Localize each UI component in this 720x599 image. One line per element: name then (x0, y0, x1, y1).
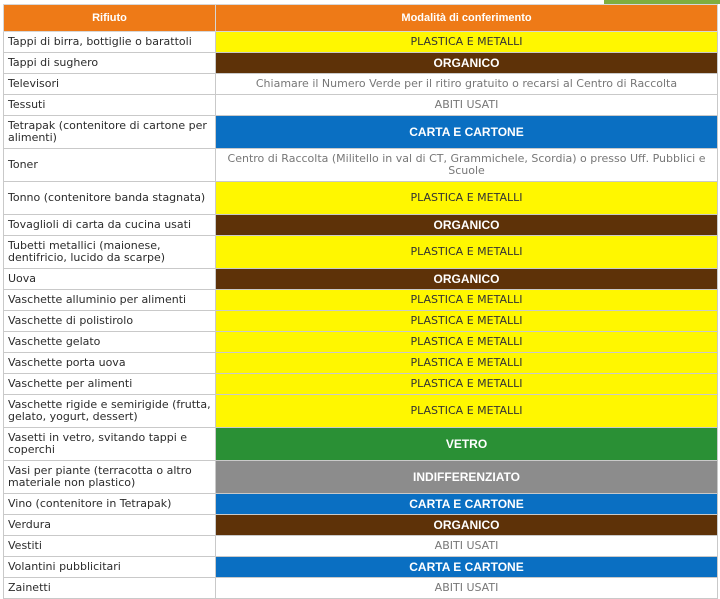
table-row (4, 578, 718, 599)
waste-item-cell: Tonno (contenitore banda stagnata) (4, 182, 216, 215)
table-row (4, 215, 718, 236)
disposal-method-cell: Chiamare il Numero Verde per il ritiro gratuito o recarsi al Centro di Raccolta (216, 74, 718, 95)
table-row (4, 53, 718, 74)
table-row (4, 236, 718, 269)
waste-item-cell: Tappi di birra, bottiglie o barattoli (4, 32, 216, 53)
table-row (4, 182, 718, 215)
table-body (4, 32, 718, 599)
waste-item-cell: Zainetti (4, 578, 216, 599)
table-row (4, 461, 718, 494)
disposal-method-cell: PLASTICA E METALLI (216, 395, 718, 428)
waste-item-cell: Tessuti (4, 95, 216, 116)
table-row (4, 494, 718, 515)
disposal-method-cell: Centro di Raccolta (Militello in val di CT, Grammichele, Scordia) o presso Uff. Pubblici e Scuole (216, 149, 718, 182)
disposal-method-cell: CARTA E CARTONE (216, 116, 718, 149)
waste-item-cell: Volantini pubblicitari (4, 557, 216, 578)
disposal-method-cell: ORGANICO (216, 515, 718, 536)
table-row (4, 290, 718, 311)
table-row (4, 95, 718, 116)
waste-item-cell: Tubetti metallici (maionese, dentifricio, lucido da scarpe) (4, 236, 216, 269)
table-row (4, 149, 718, 182)
column-header-method: Modalità di conferimento (216, 5, 718, 32)
waste-item-cell: Vasetti in vetro, svitando tappi e coperchi (4, 428, 216, 461)
disposal-method-cell: ORGANICO (216, 53, 718, 74)
waste-item-cell: Vaschette di polistirolo (4, 311, 216, 332)
table-row (4, 32, 718, 53)
waste-item-cell: Vino (contenitore in Tetrapak) (4, 494, 216, 515)
waste-item-cell: Vasi per piante (terracotta o altro materiale non plastico) (4, 461, 216, 494)
table-row (4, 353, 718, 374)
waste-item-cell: Vestiti (4, 536, 216, 557)
disposal-method-cell: CARTA E CARTONE (216, 557, 718, 578)
waste-item-cell: Tetrapak (contenitore di cartone per alimenti) (4, 116, 216, 149)
disposal-method-cell: ORGANICO (216, 215, 718, 236)
disposal-method-cell: PLASTICA E METALLI (216, 236, 718, 269)
waste-item-cell: Tovaglioli di carta da cucina usati (4, 215, 216, 236)
table-row (4, 332, 718, 353)
table-row (4, 557, 718, 578)
waste-item-cell: Tappi di sughero (4, 53, 216, 74)
disposal-method-cell: PLASTICA E METALLI (216, 290, 718, 311)
disposal-method-cell: PLASTICA E METALLI (216, 353, 718, 374)
disposal-method-cell: ABITI USATI (216, 578, 718, 599)
table-row (4, 311, 718, 332)
table-row (4, 536, 718, 557)
table-row (4, 74, 718, 95)
waste-item-cell: Verdura (4, 515, 216, 536)
table-row (4, 428, 718, 461)
waste-item-cell: Vaschette alluminio per alimenti (4, 290, 216, 311)
waste-item-cell: Vaschette gelato (4, 332, 216, 353)
table-row (4, 515, 718, 536)
disposal-method-cell: PLASTICA E METALLI (216, 332, 718, 353)
table-header-row (4, 5, 718, 32)
waste-item-cell: Toner (4, 149, 216, 182)
table-row (4, 395, 718, 428)
disposal-method-cell: INDIFFERENZIATO (216, 461, 718, 494)
disposal-method-cell: VETRO (216, 428, 718, 461)
waste-item-cell: Vaschette per alimenti (4, 374, 216, 395)
disposal-method-cell: ABITI USATI (216, 95, 718, 116)
column-header-item: Rifiuto (4, 5, 216, 32)
disposal-method-cell: ORGANICO (216, 269, 718, 290)
table-row (4, 374, 718, 395)
waste-item-cell: Televisori (4, 74, 216, 95)
waste-item-cell: Uova (4, 269, 216, 290)
waste-item-cell: Vaschette porta uova (4, 353, 216, 374)
waste-item-cell: Vaschette rigide e semirigide (frutta, gelato, yogurt, dessert) (4, 395, 216, 428)
waste-disposal-table (3, 4, 718, 599)
table-row (4, 116, 718, 149)
disposal-method-cell: PLASTICA E METALLI (216, 32, 718, 53)
disposal-method-cell: PLASTICA E METALLI (216, 374, 718, 395)
disposal-method-cell: PLASTICA E METALLI (216, 182, 718, 215)
table-row (4, 269, 718, 290)
disposal-method-cell: PLASTICA E METALLI (216, 311, 718, 332)
disposal-method-cell: ABITI USATI (216, 536, 718, 557)
disposal-method-cell: CARTA E CARTONE (216, 494, 718, 515)
